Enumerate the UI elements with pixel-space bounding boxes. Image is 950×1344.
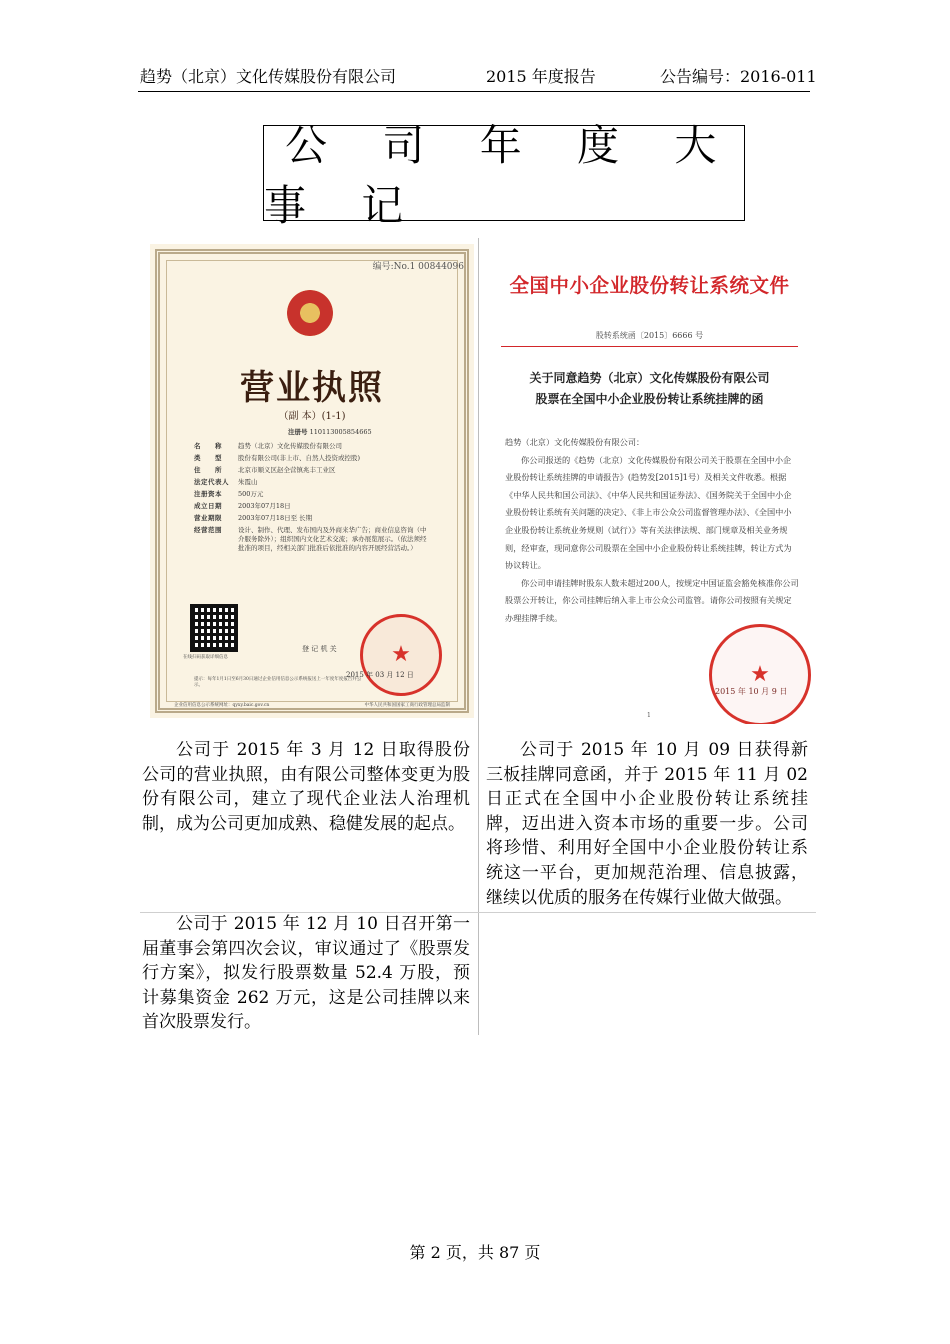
letter-paragraph: 你公司申请挂牌时股东人数未超过200人，按规定中国证监会豁免核准你公司股票公开转让，你公司挂牌后纳入非上市公众公司监管。请你公司按照有关规定办理挂牌手续。	[505, 577, 799, 623]
neeq-seal-icon: ★	[709, 624, 811, 724]
page-number: 第 2 页，共 87 页	[409, 1243, 541, 1262]
letter-date: 2015 年 10 月 9 日	[715, 687, 788, 696]
letter-red-rule	[501, 346, 798, 347]
license-qr-caption: 在线扫码获取详细信息	[183, 655, 228, 660]
license-field: 营业期限 2003年07月18日至 长期	[194, 514, 313, 522]
license-field: 类 型 股份有限公司(非上市、自然人投资或控股)	[194, 454, 361, 462]
license-field: 住 所 北京市顺义区赵全营镇兆丰工业区	[194, 466, 336, 474]
license-serial: 编号:No.1 00844096	[372, 262, 464, 272]
letter-page-number: 1	[647, 712, 651, 719]
license-reg-no	[288, 427, 372, 436]
registrar-seal-icon: ★	[360, 614, 442, 696]
table-column-divider	[478, 238, 479, 1035]
license-reg-label: 注册号	[288, 428, 308, 436]
license-field: 名 称 趋势（北京）文化传媒股份有限公司	[194, 442, 342, 450]
license-copy-mark: （副 本）(1-1)	[278, 411, 346, 422]
qr-code-icon	[190, 604, 238, 652]
license-footer-right: 中华人民共和国国家工商行政管理总局监制	[364, 703, 450, 708]
event-description: 公司于 2015 年 12 月 10 日召开第一届董事会第四次会议，审议通过了《股票发行方案》，拟发行股票数量 52.4 万股，预计募集资金 262 万元，这是公司挂牌以来首次股票发行。	[142, 914, 470, 1033]
letter-title-line1: 关于同意趋势（北京）文化传媒股份有限公司	[529, 371, 770, 385]
header-rule	[138, 91, 810, 92]
page-title: 公 司 年 度 大 事 记	[263, 125, 745, 221]
letter-title-line2: 股票在全国中小企业股份转让系统挂牌的函	[535, 392, 764, 406]
license-field: 法定代表人 朱霞山	[194, 478, 258, 486]
neeq-letter-image	[487, 244, 812, 724]
letter-salutation: 趋势（北京）文化传媒股份有限公司：	[505, 437, 645, 447]
license-title: 营业执照	[240, 368, 384, 408]
national-emblem-icon	[287, 290, 333, 336]
license-registrar: 登 记 机 关	[302, 645, 337, 653]
header-company: 趋势（北京）文化传媒股份有限公司	[140, 67, 397, 86]
header-announcement-no: 公告编号：2016-011	[660, 67, 817, 86]
license-date: 2015 年 03 月 12 日	[346, 671, 414, 679]
license-field: 注册资本 500万元	[194, 490, 264, 498]
license-field: 成立日期 2003年07月18日	[194, 502, 291, 510]
license-notice: 提示：每年1月1日至6月30日通过企业信用信息公示系统报送上一年度年度报告并公示。	[194, 677, 362, 688]
license-reg-value: 110113005854665	[309, 428, 372, 436]
business-license-image	[150, 244, 474, 718]
event-description: 公司于 2015 年 10 月 09 日获得新三板挂牌同意函，并于 2015 年 11 月 02 日正式在全国中小企业股份转让系统挂牌，迈出进入资本市场的重要一步。公司将珍惜、利用好全国中小企业股份转让系统这一平台，更加规范治理、信息披露，继续以优质的服务在传媒行业做大做强。	[486, 740, 808, 908]
letter-body	[505, 434, 799, 628]
license-footer-left: 企业信用信息公示系统网址：qyxy.baic.gov.cn	[174, 703, 270, 708]
letter-doc-no: 股转系统函〔2015〕6666 号	[595, 331, 704, 340]
letter-paragraph: 你公司报送的《趋势（北京）文化传媒股份有限公司关于股票在全国中小企业股份转让系统挂牌的申请报告》(趋势发[2015]1号）及相关文件收悉。根据《中华人民共和国公司法》、《中华人民共和国证券法》、《国务院关于全国中小企业股份转让系统有关问题的决定》、《非上市公众公司监督管理办法》、《全国中小企业股份转让系统业务规则（试行）》等有关法律法规、部门规章及相关业务规则，经审查，现同意你公司股票在全国中小企业股份转让系统挂牌，转让方式为协议转让。	[505, 454, 792, 571]
license-field: 经营范围 设计、制作、代理、发布国内及外商来华广告；商业信息咨询（中介服务除外）；组织国内文化艺术交流；承办展览展示。（依法须经批准的项目，经相关部门批准后依批准的内容开展经营活动。）	[194, 526, 427, 552]
letter-header: 全国中小企业股份转让系统文件	[509, 274, 790, 297]
event-description: 公司于 2015 年 3 月 12 日取得股份公司的营业执照，由有限公司整体变更为股份有限公司，建立了现代企业法人治理机制，成为公司更加成熟、稳健发展的起点。	[142, 740, 470, 834]
header-report: 2015 年度报告	[486, 67, 596, 86]
